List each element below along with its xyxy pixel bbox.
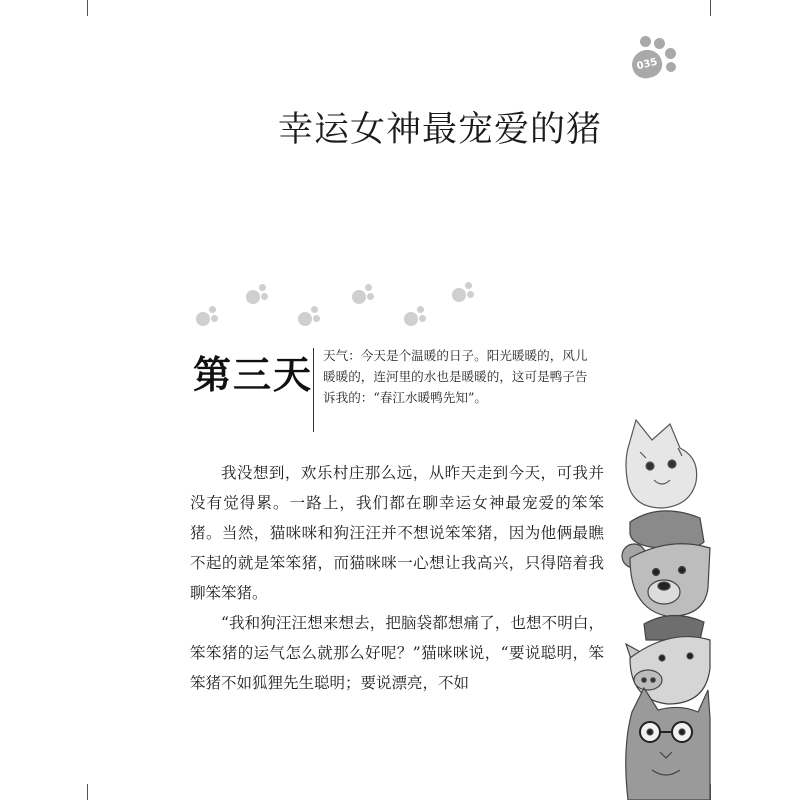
- paw-print-icon: [404, 304, 426, 326]
- heading-divider: [313, 348, 314, 432]
- paragraph: “我和狗汪汪想来想去，把脑袋都想痛了，也想不明白，笨笨猪的运气怎么就那么好呢？”猫咪咪说，“要说聪明，笨笨猪不如狐狸先生聪明；要说漂亮，不如: [190, 614, 604, 692]
- chapter-title: 幸运女神最宠爱的猪: [277, 110, 602, 150]
- dog-head-illustration: [626, 420, 697, 508]
- weather-note: 天气：今天是个温暖的日子。阳光暖暖的，风儿暖暖的，连河里的水也是暖暖的，这可是鸭子告诉我的：“春江水暖鸭先知”。: [323, 348, 588, 405]
- pig-head-illustration: [626, 615, 710, 704]
- crop-mark-bottom-left: [87, 784, 88, 800]
- paw-print-icon: [196, 304, 218, 326]
- cat-head-illustration: [626, 688, 710, 800]
- paw-print-icon: [452, 280, 474, 302]
- paw-toe-icon: [666, 62, 676, 72]
- paw-print-icon: [298, 304, 320, 326]
- crop-mark-top-left: [87, 0, 88, 16]
- page-number: 035: [629, 47, 665, 81]
- paragraph: 我没想到，欢乐村庄那么远，从昨天走到今天，可我并没有觉得累。一路上，我们都在聊幸运女神最宠爱的笨笨猪。当然，猫咪咪和狗汪汪并不想说笨笨猪，因为他俩最瞧不起的就是笨笨猪，而猫咪咪一心想让我高兴，只得陪着我聊笨笨猪。: [190, 464, 604, 602]
- story-body: [190, 458, 604, 698]
- paw-print-trail: [190, 278, 490, 328]
- bear-head-illustration: [622, 511, 710, 616]
- paw-print-icon: [246, 282, 268, 304]
- crop-mark-top-right: [710, 0, 711, 16]
- diary-day-heading: 第三天: [193, 353, 314, 397]
- paw-print-icon: [352, 282, 374, 304]
- animal-stack-illustration: [600, 418, 712, 800]
- paw-toe-icon: [654, 38, 665, 49]
- page-number-paw-badge: [628, 36, 680, 82]
- paw-toe-icon: [665, 48, 676, 59]
- paw-toe-icon: [640, 36, 651, 47]
